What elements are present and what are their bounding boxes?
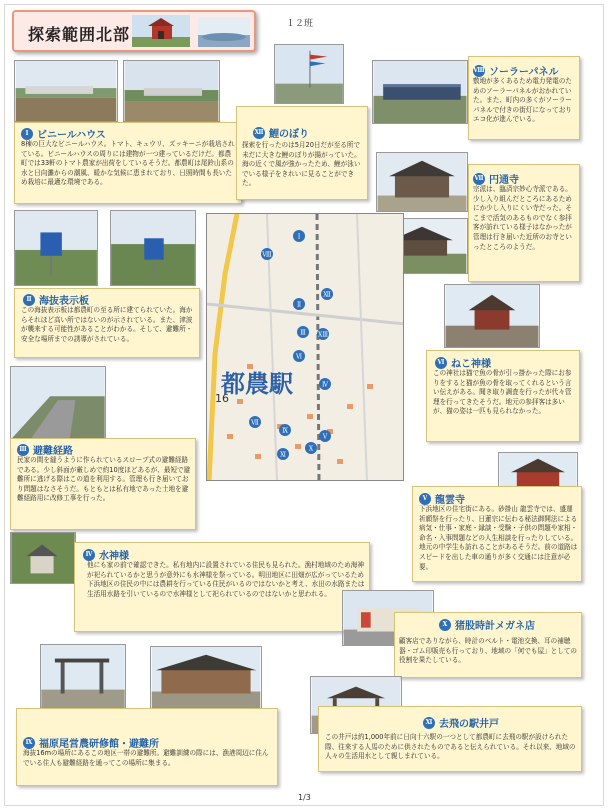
panel-evacuation-heading: [17, 442, 73, 457]
number-badge: Ⅵ: [435, 357, 447, 369]
map-marker-label: Ⅷ: [262, 251, 272, 259]
number-badge: Ⅶ: [473, 173, 485, 185]
panel-suijin-title: 水神様: [99, 551, 129, 562]
title-box: [12, 10, 256, 52]
map-marker-label: Ⅵ: [295, 353, 303, 361]
number-badge: Ⅷ: [473, 65, 485, 77]
number-badge: Ⅰ: [21, 128, 33, 140]
panel-greenhouse: [14, 122, 242, 204]
panel-training-hall-text: 海抜16mの場所にあるこの地区一帯の避難所。避難訓練の際には、漁港周辺に住んでいる住人も避難経路を通ってこの場所に集まる。: [23, 749, 269, 767]
panel-entsuji-text: 宗派は、臨済宗妙心寺派である。少し入り組んだところにあるためにか少し入りにくい寺だった。そこまで活気のあるものでなく参拝客が訪れている様子はなかったが管理は行き届いた近所のお寺といったところのようだ。: [473, 185, 572, 251]
class-label: １２班: [286, 19, 314, 29]
photo-training-hall: [150, 646, 262, 710]
map-marker-label: Ⅳ: [322, 381, 328, 389]
map-marker-label: Ⅺ: [280, 451, 286, 459]
panel-entsuji: [468, 164, 580, 282]
panel-ryuunji-title: 龍雲寺: [435, 495, 465, 506]
photo-koinobori: [274, 44, 344, 104]
photo-sea-level-sign-2: [110, 210, 196, 286]
map-graphic: [207, 214, 404, 481]
panel-watch-shop-title: 猪股時計メガネ店: [455, 621, 535, 632]
panel-neko-heading: [435, 355, 491, 370]
map-station-label: 都農駅: [221, 370, 293, 398]
map-marker-label: Ⅲ: [300, 329, 306, 337]
number-badge: Ⅹ: [439, 619, 451, 631]
panel-well: [318, 706, 582, 772]
page-number: 1/3: [298, 793, 311, 802]
panel-solar-title: ソーラーパネル: [489, 67, 559, 78]
number-badge: Ⅳ: [83, 549, 95, 561]
panel-watch-shop-heading: [439, 617, 535, 632]
panel-entsuji-title: 円通寺: [489, 175, 519, 186]
number-badge: Ⅱ: [23, 294, 35, 306]
panel-well-heading: [423, 715, 499, 730]
map-marker-label: ⅩⅢ: [317, 331, 329, 339]
photo-training-hall-gate: [40, 644, 126, 710]
panel-well-title: 去飛の駅井戸: [439, 719, 499, 730]
panel-watch-shop-text: 顧客店でありながら、時計のベルト・電池交換、耳の補聴器・ゴム印販売も行っており、地域の「何でも屋」としての役割を果たしている。: [399, 637, 578, 665]
map-marker-label: Ⅴ: [322, 433, 328, 441]
panel-koinobori-title: 鯉のぼり: [269, 129, 309, 140]
photo-solar-panels: [372, 60, 468, 124]
panel-training-hall-heading: [23, 735, 159, 750]
panel-solar: [468, 56, 580, 140]
panel-greenhouse-text: 8棟の巨大なビニールハウス。トマト、キュウリ、ズッキーニが栽培されている。ビニールハウスの周りには建物が一つ建っているだけだ。都農町では33軒のトマト農家が出荷をしているそうだ。都農町は尾鈴山系の水と日向灘からの潮風、暖かな気候に恵まれており、日照時間も長いため栽培に最適な環境である。: [21, 140, 235, 187]
map-marker-label: Ⅰ: [297, 233, 301, 241]
photo-suijin: [10, 532, 76, 584]
number-badge: Ⅲ: [17, 444, 29, 456]
map-corner-number: 16: [215, 392, 229, 405]
panel-greenhouse-heading: [21, 126, 106, 141]
panel-sea-level-title: 海抜表示板: [39, 296, 89, 307]
photo-greenhouse-2: [123, 60, 220, 122]
map-marker-label: Ⅸ: [282, 427, 288, 435]
panel-solar-text: 敷地が多くあるため電力発電のためのソーラーパネルがおかれていた。また、町内の多くがソーラーパネルで付きの街灯になっておりエコ化が進んでいる。: [473, 77, 572, 124]
panel-evacuation: [10, 438, 196, 530]
photo-sea-level-sign-1: [14, 210, 98, 286]
panel-suijin: [74, 542, 370, 632]
panel-koinobori: [236, 106, 368, 200]
panel-ryuunji-text: 下浜地区の住宅街にある。砂掛山 龍雲寺では、盛運祈願祭を行ったり、日蓮宗に伝わる秘法御開法による病気・仕事・家庭・縁談・受験・子供の問題や家相・命名・入事問題などの人生相談を行ったりしている。地元の中学生も訪れることがあるそうだ。前の道路はスピードを出した車の通りが多く交通には注意が必要。: [419, 505, 578, 571]
map-marker-label: Ⅻ: [323, 291, 331, 299]
photo-entsuji-1: [376, 152, 468, 212]
panel-ryuunji-heading: [419, 491, 465, 506]
panel-suijin-heading: [83, 547, 129, 562]
area-map: [206, 213, 404, 481]
panel-well-text: この井戸は約1,000年前に日向十六駅の一つとして都農町に去飛の駅が設けられた際、往来する人馬のために供されたものであると伝えられている。それ以来、地域の人々の生活用水として親しまれている。: [325, 733, 576, 761]
panel-greenhouse-title: ビニールハウス: [37, 130, 106, 141]
panel-neko-box: [426, 350, 580, 442]
photo-evacuation-route: [10, 366, 106, 440]
panel-ryuunji: [412, 486, 582, 582]
number-badge: Ⅻ: [253, 127, 265, 139]
panel-sea-level-text: この海抜表示板は都農町の至る所に建てられていた。海からそれほど高い所ではないのが示されている。また、津波が襲来する可能性があることがわかる。そして、避難所・安全な場所までの誘導がされている。: [21, 306, 193, 343]
panel-training-hall: [16, 708, 278, 786]
number-badge: Ⅸ: [23, 737, 35, 749]
panel-sea-level-heading: [23, 292, 89, 307]
number-badge: Ⅺ: [423, 717, 435, 729]
panel-koinobori-heading: [253, 125, 309, 140]
page-title: 探索範囲北部: [28, 25, 131, 44]
panel-neko-title: ねこ神様: [451, 359, 491, 370]
map-marker-label: Ⅶ: [251, 419, 259, 427]
panel-koinobori-text: 探索を行ったのは5月20日だが至る所で未だに大きな鯉のぼりが揚がっていた。海の近くで風が強かったため、鯉が泳いでいる様子をきれいに見ることができた。: [242, 141, 361, 188]
panel-solar-heading: [473, 63, 559, 78]
panel-entsuji-heading: [473, 171, 519, 186]
panel-evacuation-text: 民家の間を縫うように作られているスロープ式の避難経路である。少し斜面が厳しめで約10度ほどあるが、最短で避難所に逃げる際はこの道を利用する。管理も行き届いており問題はなさそうだ。もともとは私有地であった土地を避難経路用に改修工事を行った。: [17, 456, 191, 503]
number-badge: Ⅴ: [419, 493, 431, 505]
panel-evacuation-title: 避難経路: [33, 446, 73, 457]
panel-neko-text: この神社は猫で魚の骨が引っ掛かった際にお参りをすると猫が魚の骨を取ってくれるという言い伝えがある。聞き取り調査を行ったが代々管理を行ってきたそうだ。地元の参拝客は多いが、猫の姿は一匹も見られなかった。: [433, 369, 572, 416]
panel-watch-shop-box: [394, 612, 582, 678]
map-marker-label: Ⅱ: [296, 301, 302, 309]
panel-suijin-text: 他にも家の前で確認できた。私有地内に設置されている住民も見られた。漁村地域のため海神が祀られているかと思うが意外にも水神様を祭っている。明田地区に田畑が広がっているため下浜地区の住民の中には農耕を行っている住民がいるのではないかと考え、水田の水路または生活用水路を引いているので水神様として祀られているのではないかと思われる。: [87, 561, 365, 598]
photo-greenhouse-1: [14, 60, 118, 122]
panel-sea-level: [14, 288, 200, 358]
panel-training-hall-title: 福原尾営農研修館・避難所: [39, 739, 159, 750]
title-photo-shrine: [132, 15, 190, 47]
title-photo-landscape: [198, 17, 250, 47]
map-marker-label: Ⅹ: [308, 445, 314, 453]
